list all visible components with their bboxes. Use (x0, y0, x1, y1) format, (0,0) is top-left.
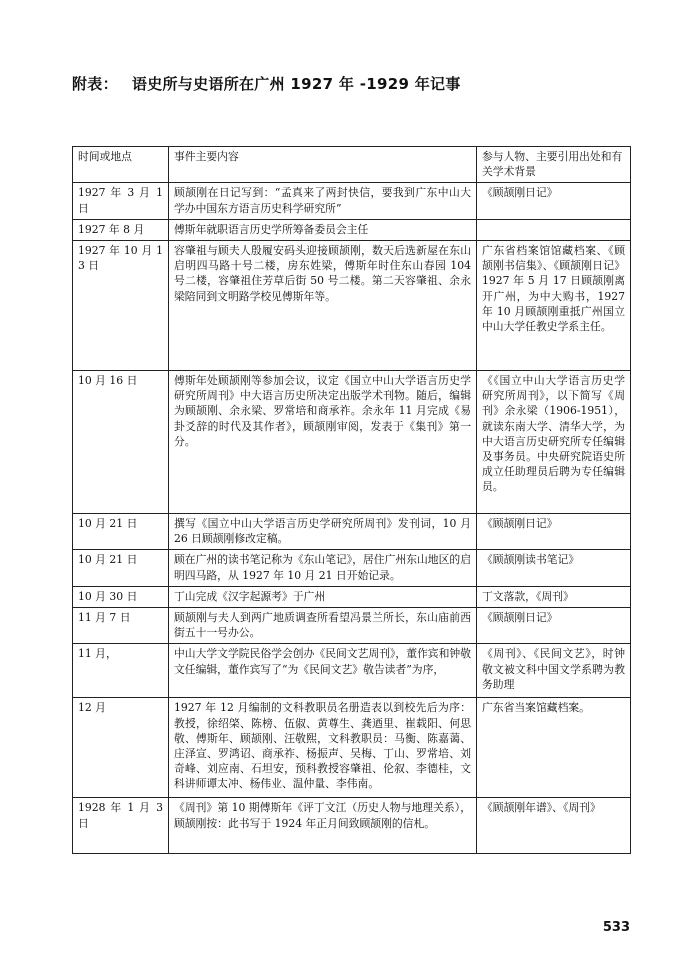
cell-reference: 《顾颉刚日记》 (477, 608, 631, 644)
cell-event: 顾在广州的读书笔记称为《东山笔记》，居住广州东山地区的启明四马路，从 1927 年 10 月 21 日开始记录。 (169, 550, 477, 586)
cell-reference: 广东省档案馆馆藏档案、《顾颉刚书信集》、《顾颉刚日记》1927 年 5 月 17 日顾颉刚离开广州，为中大购书，1927 年 10 月顾颉刚重抵广州国立中山大学任教史学系主任。 (477, 241, 631, 371)
table-row (73, 241, 631, 371)
table-row (73, 219, 631, 240)
table-row (73, 514, 631, 550)
table-row (73, 644, 631, 698)
cell-time: 10 月 21 日 (73, 550, 169, 586)
cell-reference: 《顾颉刚日记》 (477, 514, 631, 550)
cell-event: 傅斯年处顾颉刚等参加会议，议定《国立中山大学语言历史学研究所周刊》中大语言历史所决定出版学术刊物。随后，编辑为顾颉刚、余永梁、罗常培和商承祚。余永年 11 月完成《易卦爻辞的时代及其作者》，顾颉刚审阅，发表于《集刊》第一分。 (169, 371, 477, 514)
cell-time: 10 月 21 日 (73, 514, 169, 550)
table-header-row (73, 147, 631, 183)
table-row (73, 371, 631, 514)
page-number: 533 (602, 920, 630, 935)
title-text: 语史所与史语所在广州 1927 年 -1929 年记事 (131, 75, 461, 93)
cell-time: 1927 年 10 月 13 日 (73, 241, 169, 371)
header-reference: 参与人物、主要引用出处和有关学术背景 (477, 147, 631, 183)
cell-event: 顾颉刚在日记写到：“孟真来了两封快信，要我到广东中山大学办中国东方语言历史科学研究所” (169, 183, 477, 219)
cell-reference: 丁文落款，《周刊》 (477, 586, 631, 607)
title-prefix: 附表： (72, 75, 118, 93)
cell-event: 撰写《国立中山大学语言历史学研究所周刊》发刊词，10 月 26 日顾颉刚修改定稿。 (169, 514, 477, 550)
cell-reference: 《周刊》、《民间文艺》，时钟敬文被文科中国文学系聘为教务助理 (477, 644, 631, 698)
chronology-table (72, 146, 631, 854)
table-row (73, 798, 631, 854)
cell-time: 11 月 7 日 (73, 608, 169, 644)
cell-reference: 广东省当案馆藏档案。 (477, 698, 631, 798)
cell-reference: 《《国立中山大学语言历史学研究所周刊》，以下简写《周刊》余永梁（1906-1951），就读东南大学、清华大学，为中大语言历史研究所专任编辑及事务员。中央研究院语史所成立任助理员后聘为专任编辑员。 (477, 371, 631, 514)
header-event: 事件主要内容 (169, 147, 477, 183)
cell-time: 10 月 30 日 (73, 586, 169, 607)
table-row (73, 586, 631, 607)
table-row (73, 550, 631, 586)
page-title (72, 73, 461, 94)
cell-event: 傅斯年就职语言历史学所筹备委员会主任 (169, 219, 477, 240)
cell-event: 中山大学文学院民俗学会创办《民间文艺周刊》，董作宾和钟敬文任编辑，董作宾写了“为《民间文艺》敬告读者”为序， (169, 644, 477, 698)
cell-reference: 《顾颉刚年谱》、《周刊》 (477, 798, 631, 854)
table-row (73, 698, 631, 798)
cell-event: 《周刊》第 10 期傅斯年《评丁文江（历史人物与地理关系），顾颉刚按：此书写于 1924 年正月间致顾颉刚的信札。 (169, 798, 477, 854)
cell-time: 1927 年 3 月 1 日 (73, 183, 169, 219)
cell-event: 丁山完成《汉字起源考》于广州 (169, 586, 477, 607)
table-row (73, 183, 631, 219)
cell-time: 1928 年 1 月 3 日 (73, 798, 169, 854)
cell-reference (477, 219, 631, 240)
cell-event: 顾颉刚与夫人到两广地质调查所看望冯景兰所长，东山庙前西街五十一号办公。 (169, 608, 477, 644)
cell-event: 容肇祖与顾夫人殷履安码头迎接顾颉刚，数天后选新屋在东山启明四马路十号二楼，房东姓梁，傅斯年时住东山春园 104 号二楼，容肇祖住芳草后街 50 号二楼。第二天容肇祖、余永梁陪同到文明路学校见傅斯年等。 (169, 241, 477, 371)
cell-event: 1927 年 12 月编制的文科教职员名册造表以到校先后为序：教授，徐绍棨、陈榜、伍俶、黄尊生、龚迺里、崔载阳、何思敬、傅斯年、顾颉刚、汪敬熙，文科教职员：马衡、陈嘉蔼、庄泽宣、罗鸿诏、商承祚、杨振声、吴梅、丁山、罗常培、刘奇峰、刘应南、石坦安，预科教授容肇祖、伦叙、李德桂，文科讲师谭太冲、杨伟业、温仲量、李伟南。 (169, 698, 477, 798)
header-time: 时间或地点 (73, 147, 169, 183)
table-row (73, 608, 631, 644)
cell-time: 1927 年 8 月 (73, 219, 169, 240)
cell-reference: 《顾颉刚日记》 (477, 183, 631, 219)
cell-time: 12 月 (73, 698, 169, 798)
cell-reference: 《顾颉刚读书笔记》 (477, 550, 631, 586)
cell-time: 11 月， (73, 644, 169, 698)
cell-time: 10 月 16 日 (73, 371, 169, 514)
